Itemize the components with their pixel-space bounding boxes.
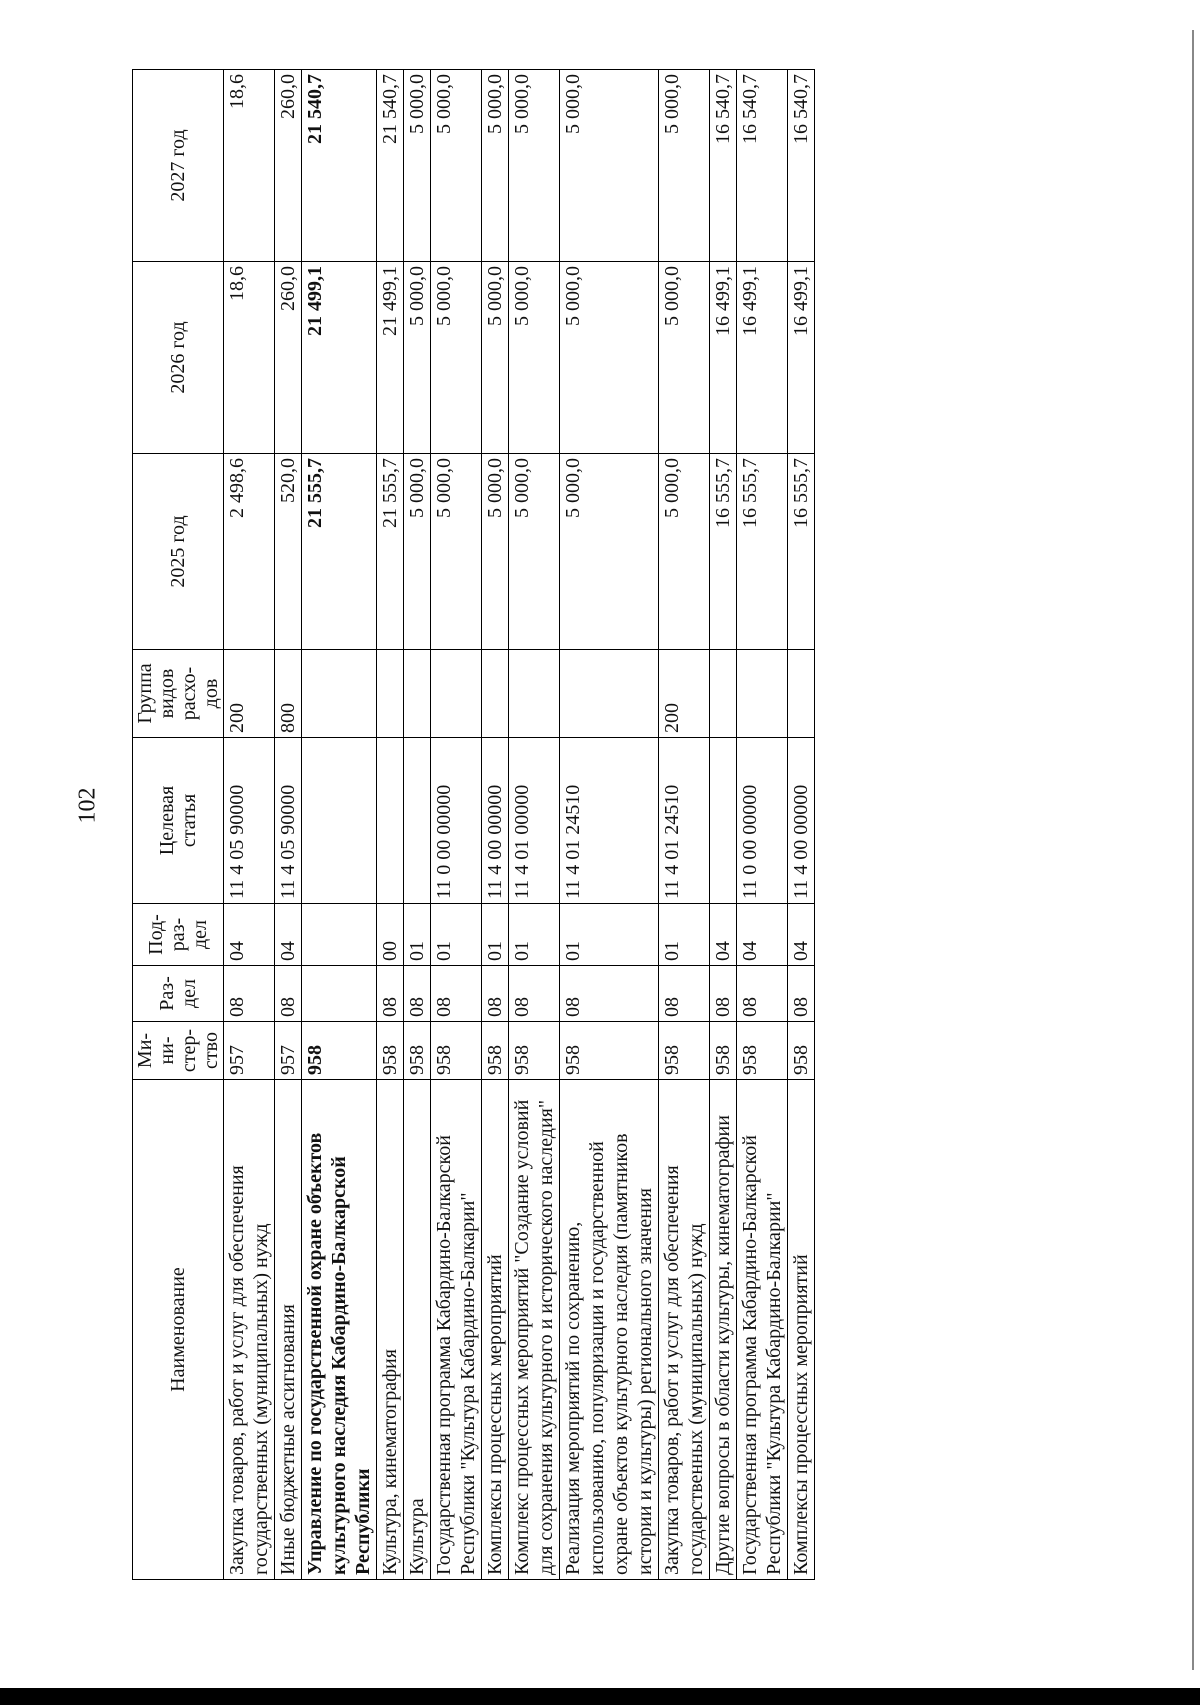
cell-2027: 16 540,7 [737,70,788,262]
cell-2025: 5 000,0 [482,454,509,650]
cell-name: Комплексы процессных мероприятий [482,1080,509,1580]
cell-2026: 260,0 [275,262,302,454]
cell-ministry: 958 [710,1022,737,1080]
cell-2026: 21 499,1 [377,262,404,454]
cell-2025: 21 555,7 [302,454,377,650]
cell-name: Государственная программа Кабардино-Балкарской Республики "Культура Кабардино-Балкарии" [431,1080,482,1580]
cell-2026: 16 499,1 [710,262,737,454]
rotated-table-container [132,70,1072,1580]
cell-section: 08 [560,966,659,1022]
table-row [659,70,710,1580]
cell-name: Реализация мероприятий по сохранению, использованию, популяризации и государственной охране объектов культурного наследия (памятников истории и культуры) регионального значения [560,1080,659,1580]
header-2025: 2025 год [133,454,224,650]
cell-subsection: 04 [710,904,737,966]
cell-subsection: 01 [509,904,560,966]
cell-2026: 5 000,0 [560,262,659,454]
cell-2025: 16 555,7 [737,454,788,650]
cell-target: 11 4 01 24510 [659,738,710,904]
cell-group [302,650,377,738]
cell-subsection: 00 [377,904,404,966]
cell-group [560,650,659,738]
cell-section: 08 [224,966,275,1022]
cell-section [302,966,377,1022]
header-subsection: Под- раз- дел [133,904,224,966]
cell-target [404,738,431,904]
cell-2027: 260,0 [275,70,302,262]
scan-bottom-border [0,1688,1200,1705]
cell-ministry: 958 [404,1022,431,1080]
header-ministry: Ми- ни- стер- ство [133,1022,224,1080]
cell-group [509,650,560,738]
cell-2026: 5 000,0 [659,262,710,454]
cell-2025: 5 000,0 [404,454,431,650]
cell-2027: 5 000,0 [560,70,659,262]
cell-name: Закупка товаров, работ и услуг для обеспечения государственных (муниципальных) нужд [224,1080,275,1580]
cell-2025: 5 000,0 [509,454,560,650]
header-2026: 2026 год [133,262,224,454]
cell-ministry: 958 [482,1022,509,1080]
cell-name: Государственная программа Кабардино-Балкарской Республики "Культура Кабардино-Балкарии" [737,1080,788,1580]
cell-section: 08 [431,966,482,1022]
cell-2026: 5 000,0 [482,262,509,454]
cell-section: 08 [737,966,788,1022]
cell-ministry: 958 [431,1022,482,1080]
table-row [275,70,302,1580]
cell-2026: 18,6 [224,262,275,454]
budget-table [132,69,815,1580]
cell-ministry: 958 [659,1022,710,1080]
cell-subsection: 01 [560,904,659,966]
cell-2027: 5 000,0 [404,70,431,262]
cell-2027: 5 000,0 [482,70,509,262]
cell-target [377,738,404,904]
cell-ministry: 958 [788,1022,815,1080]
cell-subsection: 01 [482,904,509,966]
cell-2025: 2 498,6 [224,454,275,650]
table-row [509,70,560,1580]
cell-subsection: 04 [224,904,275,966]
table-row [560,70,659,1580]
cell-group [788,650,815,738]
cell-group: 200 [224,650,275,738]
cell-2025: 16 555,7 [710,454,737,650]
cell-target: 11 0 00 00000 [431,738,482,904]
cell-name: Другие вопросы в области культуры, кинематографии [710,1080,737,1580]
cell-subsection: 04 [788,904,815,966]
cell-group [737,650,788,738]
cell-subsection: 04 [275,904,302,966]
header-target: Целевая статья [133,738,224,904]
cell-section: 08 [482,966,509,1022]
cell-target: 11 4 00 00000 [788,738,815,904]
cell-group [482,650,509,738]
cell-ministry: 958 [560,1022,659,1080]
cell-ministry: 958 [737,1022,788,1080]
cell-subsection [302,904,377,966]
cell-group: 200 [659,650,710,738]
cell-target: 11 4 05 90000 [224,738,275,904]
cell-2026: 5 000,0 [509,262,560,454]
cell-2025: 5 000,0 [659,454,710,650]
cell-section: 08 [275,966,302,1022]
cell-section: 08 [377,966,404,1022]
table-row [482,70,509,1580]
cell-name: Комплексы процессных мероприятий [788,1080,815,1580]
table-row [431,70,482,1580]
cell-2027: 21 540,7 [377,70,404,262]
header-section: Раз- дел [133,966,224,1022]
cell-name: Комплекс процессных мероприятий "Создание условий для сохранения культурного и исторического наследия" [509,1080,560,1580]
table-header-row [133,70,224,1580]
cell-name: Иные бюджетные ассигнования [275,1080,302,1580]
cell-target: 11 4 01 24510 [560,738,659,904]
cell-ministry: 958 [302,1022,377,1080]
cell-2026: 16 499,1 [788,262,815,454]
cell-2027: 5 000,0 [431,70,482,262]
table-row [377,70,404,1580]
header-name: Наименование [133,1080,224,1580]
cell-2027: 16 540,7 [710,70,737,262]
table-row [737,70,788,1580]
cell-name: Культура [404,1080,431,1580]
cell-group [404,650,431,738]
cell-target [710,738,737,904]
cell-target: 11 4 05 90000 [275,738,302,904]
cell-target: 11 0 00 00000 [737,738,788,904]
cell-subsection: 01 [659,904,710,966]
cell-2025: 16 555,7 [788,454,815,650]
cell-section: 08 [710,966,737,1022]
cell-section: 08 [659,966,710,1022]
cell-section: 08 [788,966,815,1022]
cell-name: Управление по государственной охране объектов культурного наследия Кабардино-Балкарской Республики [302,1080,377,1580]
cell-2025: 5 000,0 [560,454,659,650]
cell-target [302,738,377,904]
cell-name: Культура, кинематография [377,1080,404,1580]
cell-group [377,650,404,738]
cell-target: 11 4 01 00000 [509,738,560,904]
cell-section: 08 [404,966,431,1022]
cell-2027: 21 540,7 [302,70,377,262]
cell-ministry: 957 [224,1022,275,1080]
table-row [710,70,737,1580]
cell-section: 08 [509,966,560,1022]
table-row [404,70,431,1580]
cell-ministry: 957 [275,1022,302,1080]
cell-ministry: 958 [377,1022,404,1080]
cell-group: 800 [275,650,302,738]
cell-2026: 5 000,0 [431,262,482,454]
cell-group [431,650,482,738]
cell-group [710,650,737,738]
header-group: Группа видов расхо- дов [133,650,224,738]
cell-subsection: 01 [431,904,482,966]
cell-2027: 5 000,0 [509,70,560,262]
cell-2025: 21 555,7 [377,454,404,650]
page-number: 102 [74,787,101,824]
cell-2025: 520,0 [275,454,302,650]
scan-edge-line [1192,30,1194,1670]
cell-2026: 16 499,1 [737,262,788,454]
cell-2027: 18,6 [224,70,275,262]
header-2027: 2027 год [133,70,224,262]
cell-subsection: 04 [737,904,788,966]
cell-subsection: 01 [404,904,431,966]
table-row-department [302,70,377,1580]
cell-name: Закупка товаров, работ и услуг для обеспечения государственных (муниципальных) нужд [659,1080,710,1580]
table-row [224,70,275,1580]
cell-2027: 16 540,7 [788,70,815,262]
cell-target: 11 4 00 00000 [482,738,509,904]
cell-2025: 5 000,0 [431,454,482,650]
cell-2026: 5 000,0 [404,262,431,454]
cell-2026: 21 499,1 [302,262,377,454]
cell-ministry: 958 [509,1022,560,1080]
cell-2027: 5 000,0 [659,70,710,262]
table-row [788,70,815,1580]
